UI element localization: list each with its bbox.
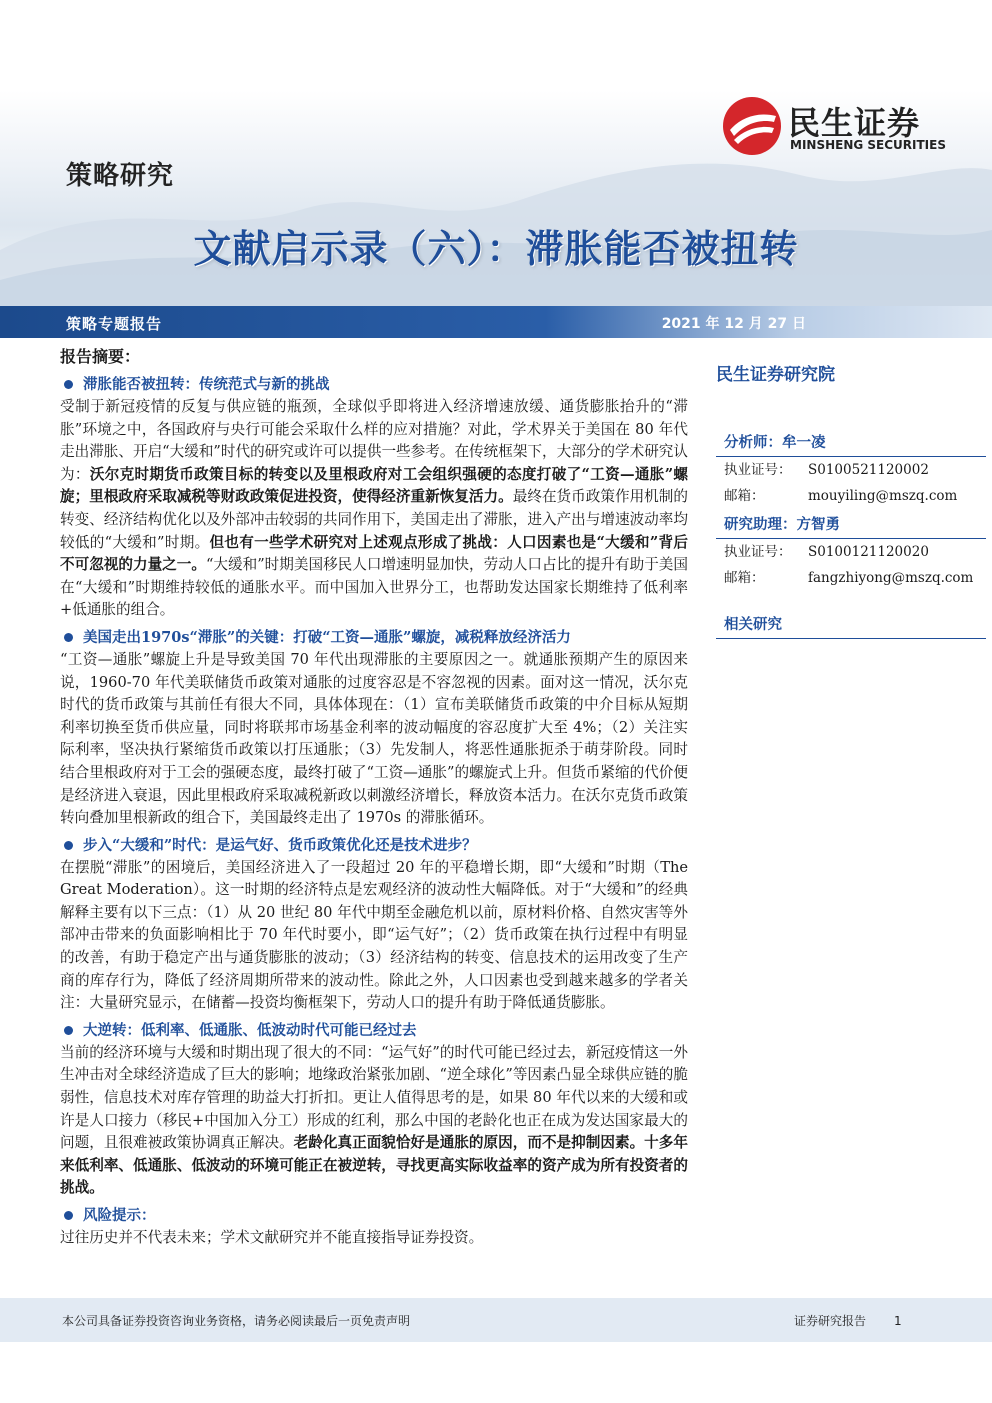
section-paragraph	[60, 1227, 688, 1250]
contact-label: 执业证号：	[724, 462, 792, 478]
bullet-icon	[64, 633, 73, 642]
emphasis-text: 沃尔克时期货币政策目标的转变以及里根政府对工会组织强硬的态度打破了“工资—通胀”螺旋；里根政府采取减税等财政政策促进投资，使得经济重新恢复活力。	[60, 465, 688, 506]
bullet-icon	[64, 841, 73, 850]
section-title-text: 风险提示：	[83, 1207, 156, 1224]
page-number: 1	[894, 1314, 902, 1328]
analyst-info	[716, 457, 986, 509]
contact-label: 执业证号：	[724, 544, 792, 560]
summary-heading: 报告摘要：	[60, 347, 141, 366]
body-text: 受制于新冠疫情的反复与供应链的瓶颈，全球似乎即将进入经济增速放缓、通货膨胀抬升的“滞胀”环境之中，各国政府与央行可能会采取什么样的应对措施？对此，学术界关于美国在 80 年代走出滞胀、开启“大缓和”时代的研究或许可以提供一些参考。在传统框架下，大部分的学术研究认为：	[60, 398, 688, 483]
contact-value: S0100121120020	[808, 544, 929, 560]
contact-label: 邮箱：	[724, 488, 765, 504]
section-title	[60, 1019, 688, 1040]
report-type: 策略专题报告	[66, 315, 163, 333]
page-footer	[0, 1298, 992, 1342]
report-type-band	[0, 306, 992, 338]
section-title-text: 步入“大缓和”时代：是运气好、货币政策优化还是技术进步？	[83, 836, 477, 854]
body-text: 最终在货币政策作用机制的转变、经济结构优化以及外部冲击较弱的共同作用下，美国走出了滞胀，进入产出与增速波动率均较低的“大缓和”时期。	[60, 488, 688, 551]
report-title: 文献启示录（六）：滞胀能否被扭转	[193, 227, 799, 271]
contact-row	[716, 457, 986, 483]
body-text: 当前的经济环境与大缓和时期出现了很大的不同：“运气好”的时代可能已经过去，新冠疫情这一外生冲击对全球经济造成了巨大的影响；地缘政治紧张加剧、“逆全球化”等因素凸显全球供应链的脆弱性，信息技术对库存管理的助益大打折扣。更让人值得思考的是，如果 80 年代以来的大缓和或许是人口接力（移民+中国加入分工）形成的红利，那么中国的老龄化也正在成为发达国家最大的问题，且很难被政策协调真正解决。	[60, 1043, 688, 1152]
summary-column	[60, 344, 688, 1250]
assistant-heading: 研究助理：方智勇	[716, 509, 986, 539]
section-title	[60, 373, 688, 394]
related-research-heading: 相关研究	[716, 609, 986, 639]
section-paragraph	[60, 396, 688, 622]
footer-disclaimer: 本公司具备证券投资咨询业务资格，请务必阅读最后一页免责声明	[62, 1314, 411, 1328]
section-title-text: 滞胀能否被扭转：传统范式与新的挑战	[83, 376, 330, 393]
contact-value: mouyiling@mszq.com	[808, 488, 958, 504]
analyst-heading: 分析师：牟一凌	[716, 427, 986, 457]
bullet-icon	[64, 1026, 73, 1035]
logo-english-name: MINSHENG SECURITIES	[790, 138, 946, 152]
footer-report-label: 证券研究报告	[794, 1314, 867, 1328]
section-title	[60, 626, 688, 647]
assistant-info	[716, 539, 986, 591]
section-title	[60, 834, 688, 855]
footer-right	[794, 1312, 902, 1329]
section-title	[60, 1204, 688, 1225]
contact-label: 邮箱：	[724, 570, 765, 586]
minsheng-logo-icon	[722, 96, 782, 156]
sidebar	[716, 344, 986, 639]
bullet-icon	[64, 1211, 73, 1220]
summary-sections	[60, 373, 688, 1250]
contact-row	[716, 565, 986, 591]
emphasis-text: 但也有一些学术研究对上述观点形成了挑战：人口因素也是“大缓和”背后不可忽视的力量之一。	[60, 533, 688, 574]
body-text: 过往历史并不代表未来；学术文献研究并不能直接指导证券投资。	[60, 1229, 484, 1246]
section-paragraph	[60, 857, 688, 1015]
section-title-text: 美国走出1970s“滞胀”的关键：打破“工资—通胀”螺旋，减税释放经济活力	[83, 628, 571, 646]
report-date: 2021 年 12 月 27 日	[661, 316, 806, 332]
contact-row	[716, 483, 986, 509]
section-title-text: 大逆转：低利率、低通胀、低波动时代可能已经过去	[83, 1021, 417, 1039]
body-text: “大缓和”时期美国移民人口增速明显加快，劳动人口占比的提升有助于美国在“大缓和”时期维持较低的通胀水平。而中国加入世界分工，也帮助发达国家长期维持了低利率+低通胀的组合。	[60, 556, 688, 619]
report-category: 策略研究	[66, 161, 175, 191]
logo-chinese-name: 民生证券	[788, 104, 921, 142]
bullet-icon	[64, 380, 73, 389]
company-logo	[722, 96, 962, 156]
contact-value: fangzhiyong@mszq.com	[808, 570, 974, 586]
contact-value: S0100521120002	[808, 462, 929, 478]
contact-row	[716, 539, 986, 565]
section-paragraph	[60, 649, 688, 830]
institute-name: 民生证券研究院	[716, 365, 835, 385]
body-text: 在摆脱“滞胀”的困境后，美国经济进入了一段超过 20 年的平稳增长期，即“大缓和”时期（The Great Moderation）。这一时期的经济特点是宏观经济的波动性大幅降低。对于“大缓和”的经典解释主要有以下三点：（1）从 20 世纪 80 年代中期至金融危机以前，原材料价格、自然灾害等外部冲击带来的负面影响相比于 70 年代时要小，即“运气好”；（2）货币政策在执行过程中有明显的改善，有助于稳定产出与通货膨胀的波动；（3）经济结构的转变、信息技术的运用改变了生产商的库存行为，降低了经济周期所带来的波动性。除此之外，人口因素也受到越来越多的学者关注：大量研究显示，在储蓄—投资均衡框架下，劳动人口的提升有助于降低通货膨胀。	[60, 858, 688, 1012]
section-paragraph	[60, 1042, 688, 1200]
emphasis-text: 老龄化真正面貌恰好是通胀的原因，而不是抑制因素。十多年来低利率、低通胀、低波动的环境可能正在被逆转，寻找更高实际收益率的资产成为所有投资者的挑战。	[60, 1134, 688, 1197]
body-text: “工资—通胀”螺旋上升是导致美国 70 年代出现滞胀的主要原因之一。就通胀预期产生的原因来说，1960-70 年代美联储货币政策对通胀的过度容忍是不容忽视的因素。面对这一情况，沃尔克时代的货币政策与其前任有很大不同，具体体现在：（1）宣布美联储货币政策的中介目标从短期利率切换至货币供应量，同时将联邦市场基金利率的波动幅度的容忍度扩大至 4%；（2）关注实际利率，坚决执行紧缩货币政策以打压通胀；（3）先发制人，将恶性通胀扼杀于萌芽阶段。同时结合里根政府对于工会的强硬态度，最终打破了“工资—通胀”的螺旋式上升。但货币紧缩的代价便是经济进入衰退，因此里根政府采取减税新政以刺激经济增长，释放资本活力。在沃尔克货币政策转向叠加里根新政的组合下，美国最终走出了 1970s 的滞胀循环。	[60, 650, 688, 827]
